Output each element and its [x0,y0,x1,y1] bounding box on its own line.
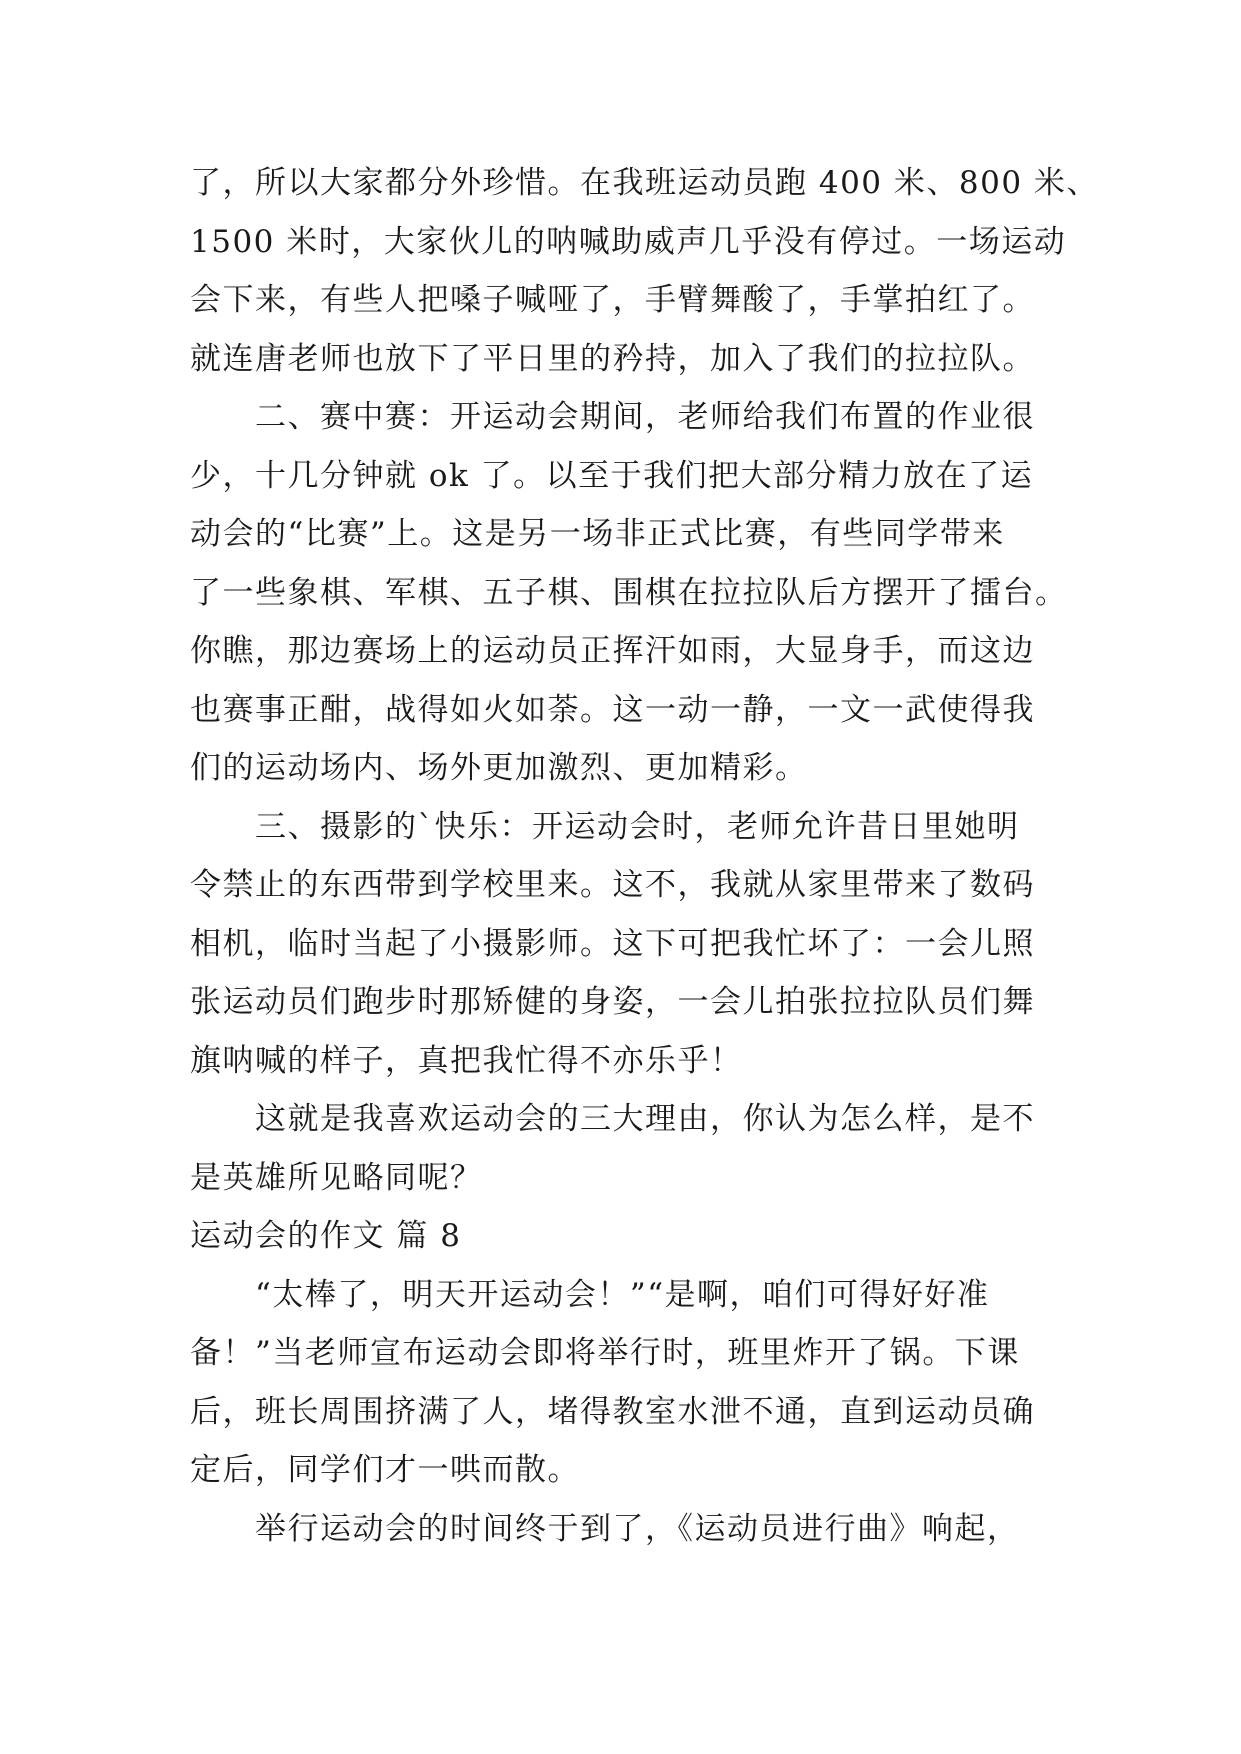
text-line: 少，十几分钟就 ok 了。以至于我们把大部分精力放在了运 [190,457,1034,494]
text-line: 也赛事正酣，战得如火如荼。这一动一静，一文一武使得我 [190,691,1035,728]
text-line: 1500 米时，大家伙儿的呐喊助威声几乎没有停过。一场运动 [190,223,1067,260]
text-line: 张运动员们跑步时那矫健的身姿，一会儿拍张拉拉队员们舞 [190,984,1035,1020]
text-line: 会下来，有些人把嗓子喊哑了，手臂舞酸了，手掌拍红了。 [190,282,1035,318]
text-line: 旗呐喊的样子，真把我忙得不亦乐乎！ [190,1042,743,1079]
text-line: 们的运动场内、场外更加激烈、更加精彩。 [190,750,808,786]
text-line: 举行运动会的时间终于到了，《运动员进行曲》响起， [190,1510,1020,1547]
text-line: 了一些象棋、军棋、五子棋、围棋在拉拉队后方摆开了擂台。 [190,574,1068,611]
text-line: 备！”当老师宣布运动会即将举行时，班里炸开了锅。下课 [190,1335,1020,1371]
section-heading: 运动会的作文 篇 8 [190,1218,462,1254]
text-line: 后，班长周围挤满了人，堵得教室水泄不通，直到运动员确 [190,1393,1035,1430]
text-line: 了，所以大家都分外珍惜。在我班运动员跑 400 米、800 米、 [190,165,1099,201]
text-line: 令禁止的东西带到学校里来。这不，我就从家里带来了数码 [190,867,1035,903]
text-line: 是英雄所见略同呢？ [190,1159,483,1196]
text-line: 相机，临时当起了小摄影师。这下可把我忙坏了：一会儿照 [190,925,1035,962]
text-line: 二、赛中赛：开运动会期间，老师给我们布置的作业很 [190,399,1035,435]
text-line: 就连唐老师也放下了平日里的矜持，加入了我们的拉拉队。 [190,340,1035,377]
text-line: 你瞧，那边赛场上的运动员正挥汗如雨，大显身手，而这边 [190,633,1035,669]
text-line: 这就是我喜欢运动会的三大理由，你认为怎么样，是不 [190,1101,1035,1137]
text-line: 动会的“比赛”上。这是另一场非正式比赛，有些同学带来 [190,516,1005,552]
text-line: 三、摄影的`快乐：开运动会时，老师允许昔日里她明 [190,808,1020,845]
essay-body [190,154,1099,1558]
text-line: “太棒了，明天开运动会！”“是啊，咱们可得好好准 [190,1276,990,1313]
text-line: 定后，同学们才一哄而散。 [190,1452,580,1488]
